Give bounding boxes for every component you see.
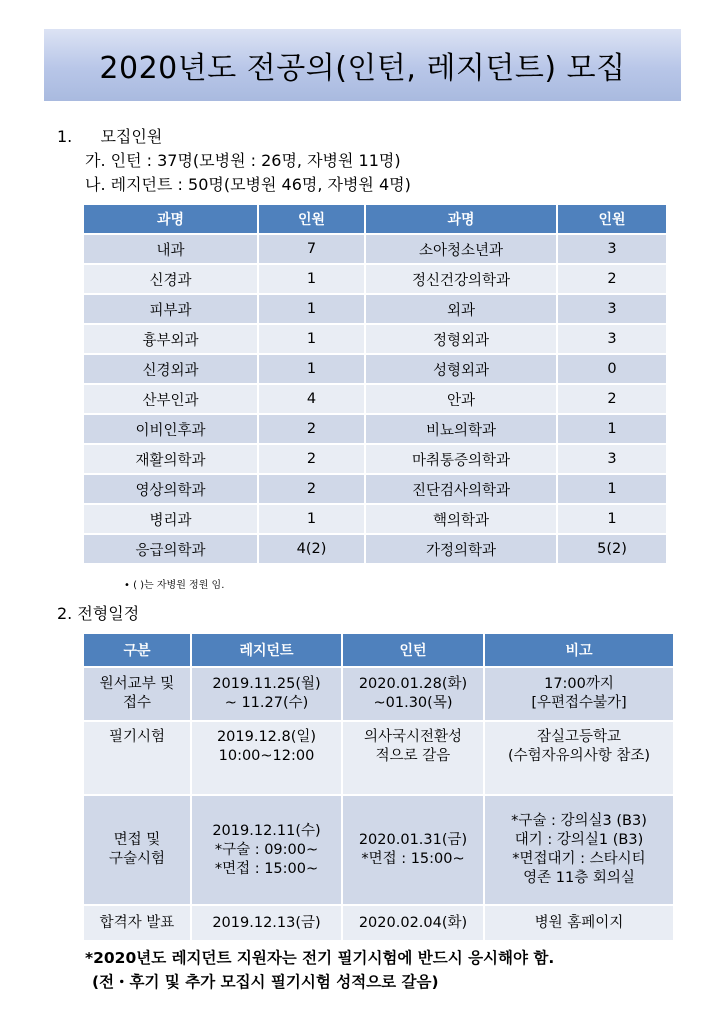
- remark-line: (수험자유의사항 참조): [508, 748, 650, 764]
- dept-cell: 내과: [84, 235, 259, 265]
- remark-line: 병원 홈페이지: [534, 914, 624, 931]
- dept-cell: 가정의학과: [366, 535, 558, 565]
- intern-cell: [343, 722, 485, 796]
- quota-table-header: [84, 205, 666, 235]
- category-line: 필기시험: [108, 729, 166, 745]
- remark-cell: [485, 796, 673, 906]
- table-row: [84, 535, 666, 565]
- dept-cell: 진단검사의학과: [366, 475, 558, 505]
- count-cell: 2: [259, 475, 366, 505]
- intern-line: 2020.01.28(화): [358, 676, 468, 692]
- quota-table: [84, 205, 666, 565]
- category-cell: [84, 796, 192, 906]
- resident-cell: [192, 722, 343, 796]
- dept-cell: 정신건강의학과: [366, 265, 558, 295]
- remark-line: 대기 : 강의실1 (B3): [514, 832, 644, 848]
- category-line: 접수: [122, 695, 151, 711]
- remark-cell: [485, 722, 673, 796]
- dept-cell: 응급의학과: [84, 535, 259, 565]
- header-count: 인원: [259, 205, 366, 235]
- dept-cell: 신경외과: [84, 355, 259, 385]
- count-cell: 1: [558, 475, 666, 505]
- table-row: [84, 295, 666, 325]
- count-cell: 2: [558, 385, 666, 415]
- table-row: [84, 505, 666, 535]
- schedule-table-header: [84, 634, 673, 668]
- header-resident: 레지던트: [192, 634, 343, 668]
- page-title: 2020년도 전공의(인턴, 레지던트) 모집: [99, 51, 626, 86]
- dept-cell: 영상의학과: [84, 475, 259, 505]
- count-cell: 1: [259, 325, 366, 355]
- dept-cell: 비뇨의학과: [366, 415, 558, 445]
- dept-cell: 신경과: [84, 265, 259, 295]
- intern-cell: [343, 668, 485, 722]
- table-row: [84, 325, 666, 355]
- remark-line: 잠실고등학교: [536, 729, 622, 745]
- resident-line: 10:00~12:00: [218, 748, 315, 764]
- category-cell: [84, 906, 192, 942]
- count-cell: 2: [558, 265, 666, 295]
- intern-line: 의사국시전환성: [363, 729, 463, 745]
- dept-cell: 소아청소년과: [366, 235, 558, 265]
- dept-cell: 마취통증의학과: [366, 445, 558, 475]
- section2-heading: 2. 전형일정: [57, 604, 140, 623]
- table-row: [84, 668, 673, 722]
- remark-line: *면접대기 : 스타시티: [512, 851, 646, 867]
- dept-cell: 안과: [366, 385, 558, 415]
- category-line: 합격자 발표: [99, 914, 175, 931]
- resident-cell: [192, 668, 343, 722]
- header-dept: 과명: [84, 205, 259, 235]
- resident-line: 2019.12.11(수): [212, 822, 321, 839]
- count-cell: 0: [558, 355, 666, 385]
- category-line: 원서교부 및: [99, 676, 175, 692]
- section1-title: 모집인원: [100, 127, 163, 146]
- count-cell: 7: [259, 235, 366, 265]
- remark-line: 17:00까지: [544, 676, 614, 692]
- category-cell: [84, 668, 192, 722]
- category-line: 면접 및: [113, 832, 161, 848]
- footer-notice-2: (전・후기 및 추가 모집시 필기시험 성적으로 갈음): [92, 973, 439, 991]
- footnote: • ( )는 자병원 정원 임.: [124, 580, 225, 591]
- remark-cell: [485, 668, 673, 722]
- count-cell: 1: [259, 295, 366, 325]
- count-cell: 3: [558, 295, 666, 325]
- header-count: 인원: [558, 205, 666, 235]
- intern-cell: [343, 796, 485, 906]
- remark-line: *구술 : 강의실3 (B3): [511, 813, 647, 829]
- count-cell: 3: [558, 235, 666, 265]
- resident-line: 2019.12.8(일): [216, 729, 317, 745]
- table-row: [84, 796, 673, 906]
- header-intern: 인턴: [343, 634, 485, 668]
- count-cell: 4(2): [259, 535, 366, 565]
- intern-cell: [343, 906, 485, 942]
- count-cell: 4: [259, 385, 366, 415]
- table-row: [84, 475, 666, 505]
- remark-line: [우편접수불가]: [531, 695, 627, 711]
- category-cell: [84, 722, 192, 796]
- dept-cell: 핵의학과: [366, 505, 558, 535]
- count-cell: 2: [259, 445, 366, 475]
- table-row: [84, 415, 666, 445]
- dept-cell: 산부인과: [84, 385, 259, 415]
- intern-quota-line: 가. 인턴 : 37명(모병원 : 26명, 자병원 11명): [85, 151, 401, 170]
- header-dept: 과명: [366, 205, 558, 235]
- count-cell: 1: [558, 415, 666, 445]
- remark-cell: [485, 906, 673, 942]
- dept-cell: 정형외과: [366, 325, 558, 355]
- table-row: [84, 235, 666, 265]
- intern-line: 적으로 갈음: [375, 748, 451, 764]
- table-row: [84, 265, 666, 295]
- dept-cell: 흉부외과: [84, 325, 259, 355]
- dept-cell: 피부과: [84, 295, 259, 325]
- count-cell: 1: [558, 505, 666, 535]
- count-cell: 1: [259, 265, 366, 295]
- resident-line: ~ 11.27(수): [224, 695, 309, 711]
- title-banner: [44, 29, 681, 101]
- count-cell: 5(2): [558, 535, 666, 565]
- dept-cell: 외과: [366, 295, 558, 325]
- intern-line: *면접 : 15:00~: [361, 851, 465, 867]
- resident-line: 2019.11.25(월): [212, 676, 321, 692]
- table-row: [84, 906, 673, 942]
- resident-cell: [192, 796, 343, 906]
- count-cell: 1: [259, 355, 366, 385]
- resident-line: *구술 : 09:00~: [214, 841, 319, 858]
- footer-notice-1: *2020년도 레지던트 지원자는 전기 필기시험에 반드시 응시해야 함.: [85, 949, 555, 967]
- intern-line: ~01.30(목): [373, 695, 453, 711]
- count-cell: 3: [558, 445, 666, 475]
- resident-cell: [192, 906, 343, 942]
- count-cell: 2: [259, 415, 366, 445]
- remark-line: 영존 11층 회의실: [523, 870, 635, 886]
- table-row: [84, 355, 666, 385]
- section1-heading: [57, 124, 162, 147]
- table-row: [84, 385, 666, 415]
- count-cell: 1: [259, 505, 366, 535]
- table-row: [84, 722, 673, 796]
- table-row: [84, 445, 666, 475]
- dept-cell: 재활의학과: [84, 445, 259, 475]
- schedule-table: [84, 634, 673, 942]
- resident-line: 2019.12.13(금): [212, 914, 321, 931]
- dept-cell: 이비인후과: [84, 415, 259, 445]
- intern-line: 2020.01.31(금): [358, 832, 468, 848]
- intern-line: 2020.02.04(화): [358, 914, 468, 931]
- header-category: 구분: [84, 634, 192, 668]
- section1-number: 1.: [57, 127, 73, 146]
- count-cell: 3: [558, 325, 666, 355]
- dept-cell: 성형외과: [366, 355, 558, 385]
- resident-quota-line: 나. 레지던트 : 50명(모병원 46명, 자병원 4명): [85, 175, 411, 194]
- dept-cell: 병리과: [84, 505, 259, 535]
- header-remark: 비고: [485, 634, 673, 668]
- category-line: 구술시험: [108, 851, 166, 867]
- resident-line: *면접 : 15:00~: [214, 860, 319, 877]
